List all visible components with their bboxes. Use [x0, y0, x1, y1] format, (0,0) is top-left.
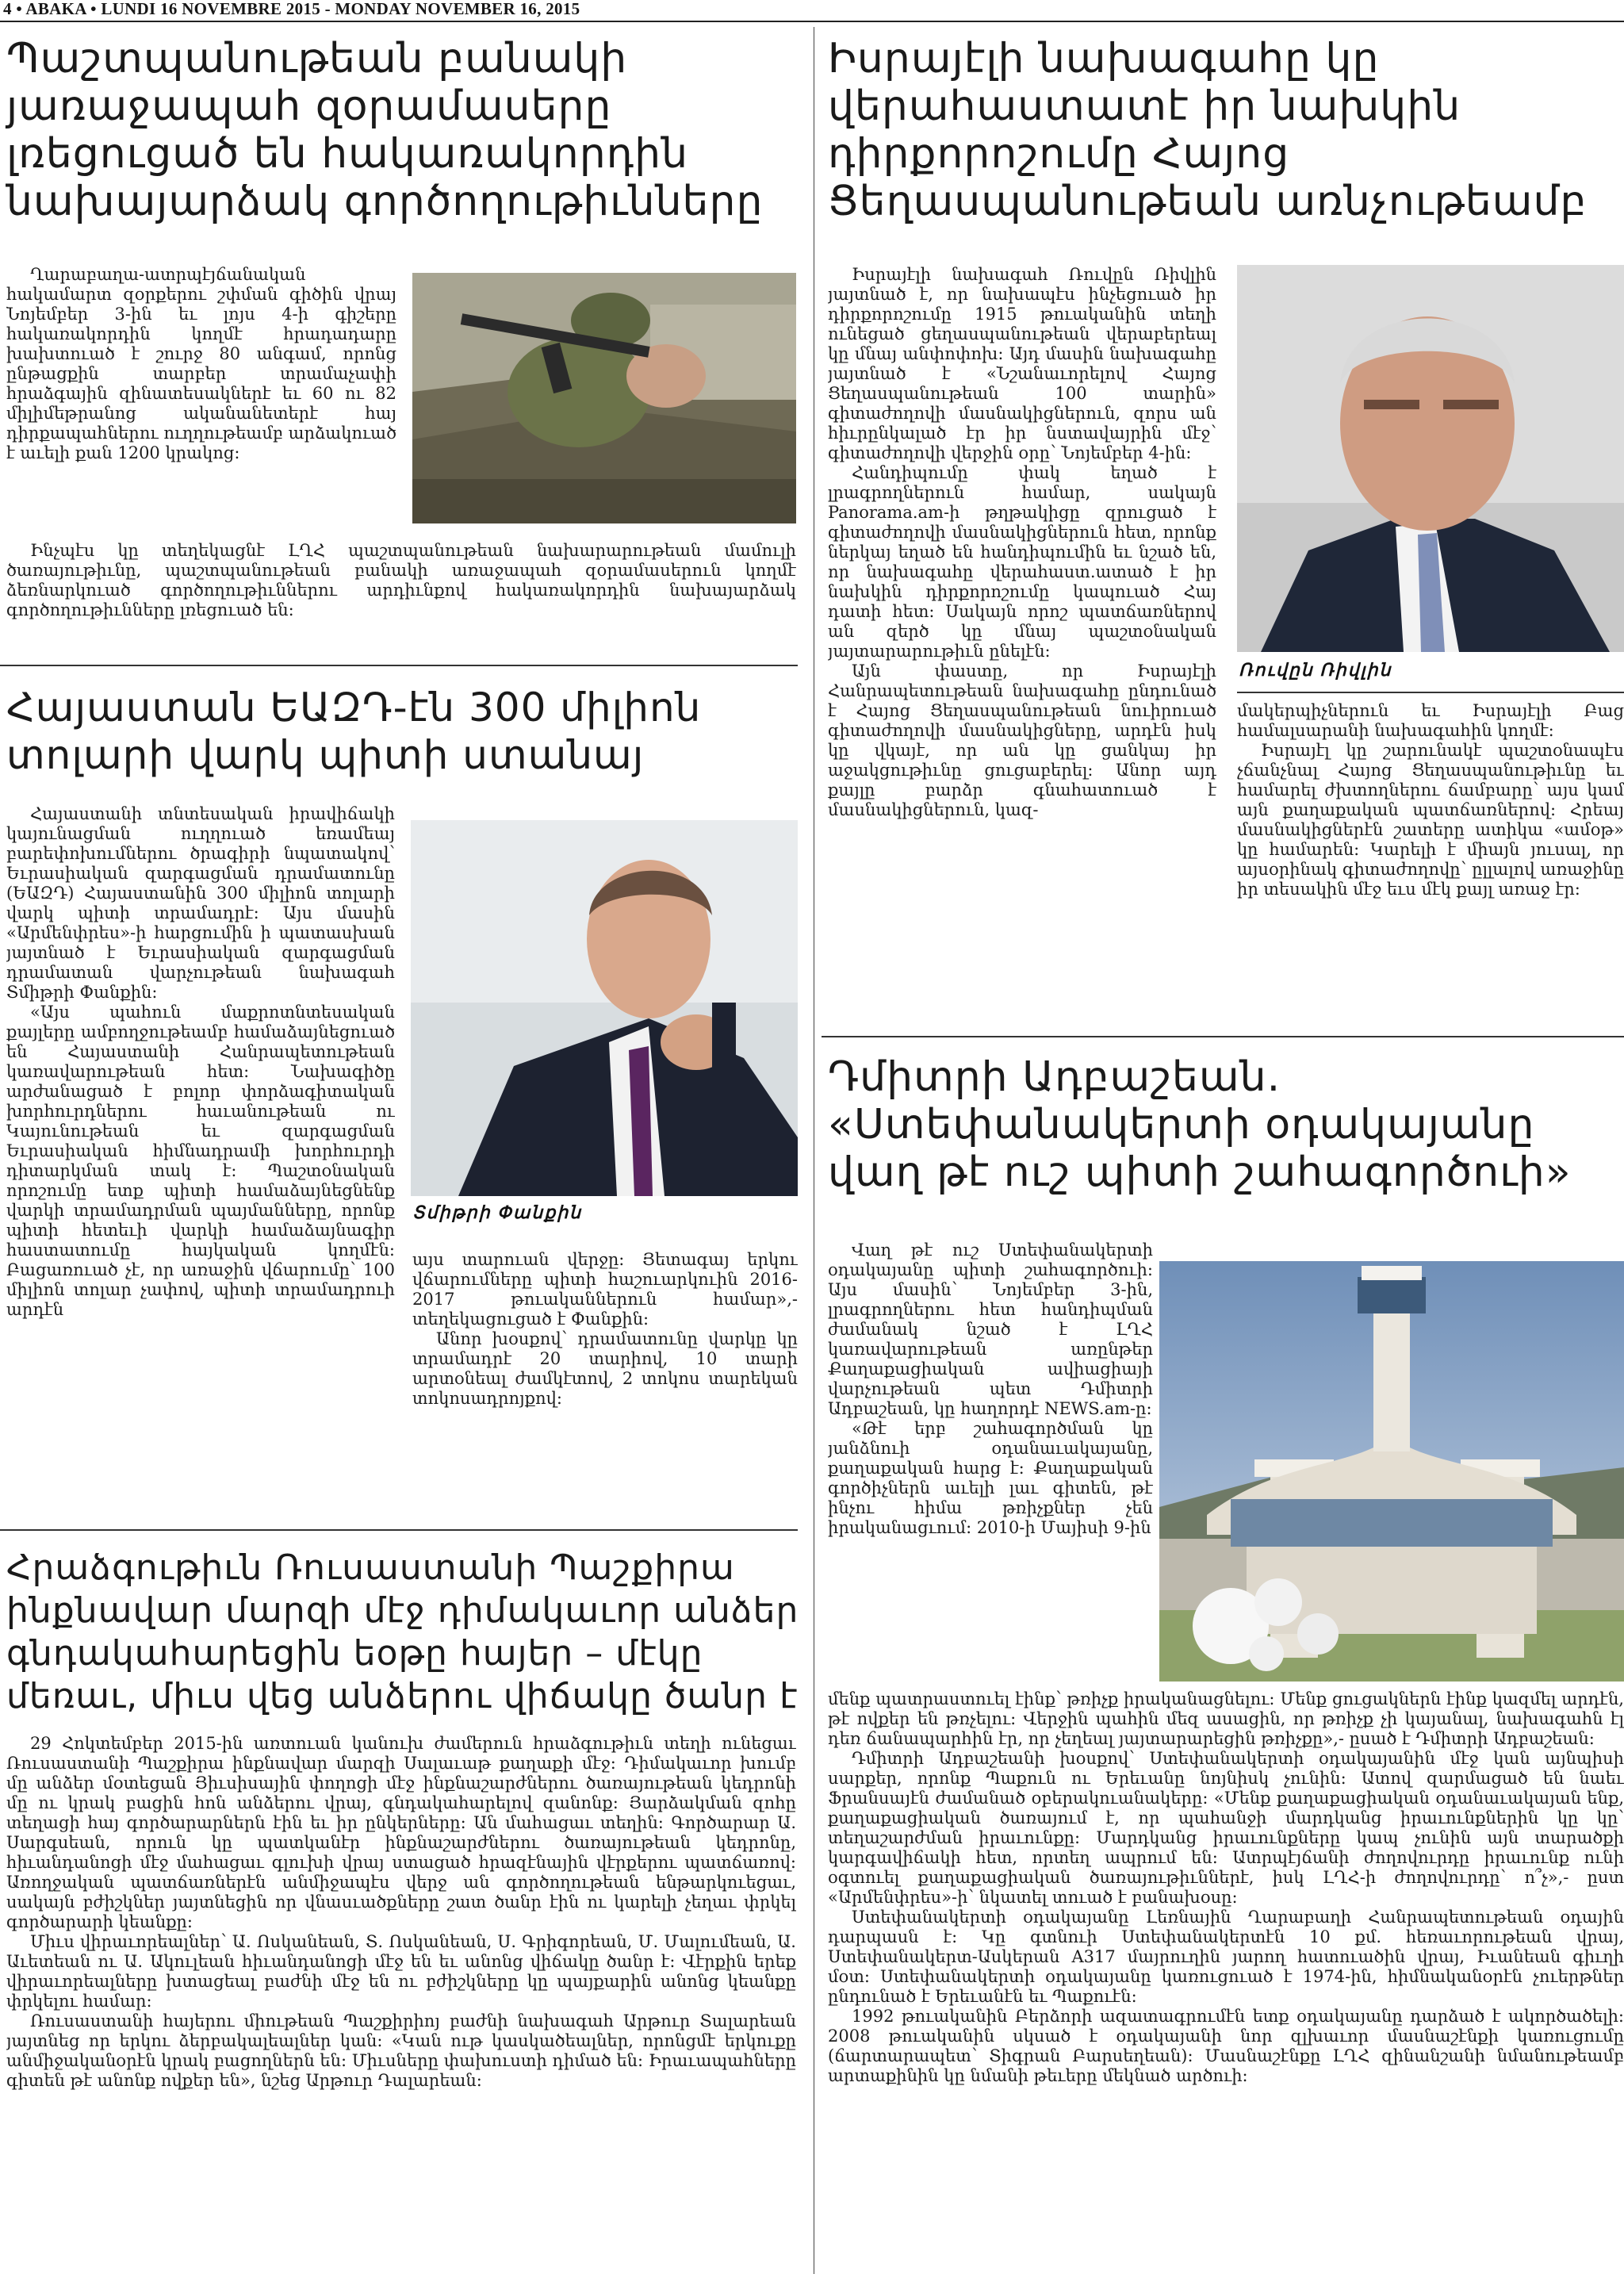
airport-photo — [1159, 1261, 1624, 1682]
russia-headline-line: Հրաձգութիւն Ռուսաստանի Պաշքիրա — [6, 1547, 735, 1588]
section-divider — [822, 1036, 1624, 1037]
israel-column-1 — [828, 265, 1216, 1028]
airport-column-1 — [828, 1241, 1153, 1685]
section-divider — [0, 665, 798, 666]
loan-column-2 — [412, 1250, 798, 1518]
loan-headline-line: Հայաստան ԵԱԶԴ-էն 300 միլիոն — [6, 685, 702, 731]
army-headline-line: լռեցուցած են հակառակորդին — [6, 130, 689, 178]
russia-body — [6, 1734, 796, 2269]
russia-paragraph: 29 Հոկտեմբեր 2015-ին առտուան կանուխ ժամերուն հրաձգութիւն տեղի ունեցաւ Ռուսաստանի Պաշքիրա ինքնավար մարզի Սալաւաթ քաղաքի մէջ: Դիմակաւոր խումբ մը անձեր մօտեցան Յիւսիսային փողոցի մէջ ինքնաշարժներու ծառայութեան կեդրոնի մը ու կրակ բացին հոն անձերու վրայ, գնդակահարելով զանոնք: Յարձակման զոհը տեղացի հայ գործարարներն էին եւ իր ընկերները: Ան մահացաւ տեղին: Գործարար Ա. Սարգսեան, որուն կը պատկանէր ինքնաշարժներու ծառայութեան կեդրոնը, հիւանդանոցի մէջ մահացաւ գլուխի վրայ ստացած հրազէնային վէրքերու պատճառով: Առողջական պատճառներէն անմիջապէս վերջ ան գործողութեան ենթարկուեցաւ, սակայն բժիշկներ յայտնեցին որ վնասւածքները շատ ծանր էին ու կարելի չեղաւ փրկել գործարարի կեանքը: — [6, 1734, 796, 1931]
caption-rule — [1237, 692, 1624, 693]
soldier-photo — [412, 273, 796, 523]
army-paragraph: Ինչպէս կը տեղեկացնէ ԼՂՀ պաշտպանութեան նախարարութեան մամուլի ծառայութիւնը, պաշտպանութեան բանակի առաջապահ զօրամասերուն կողմէ ձեռնարկուած գործողութիւններու արդիւնքով հակառակորդին նախայարձակ գործողութիւնները լռեցուած են: — [6, 541, 796, 619]
army-headline-line: նախայարձակ գործողութիւնները — [6, 178, 764, 225]
loan-paragraph: «Այս պահուն մաքրոտնտեսական քայլերը ամբողջութեամբ համաձայնեցուած են Հայաստանի Հանրապետութեան կառավարութեան հետ: Նախագիծը արժանացած է բոլոր փորձագիտական խորհուրդներու հաւանութեան ու Կայունութեան եւ զարգացման Եւրասիական հիմնադրամի խորհուրդի դիտարկման տակ է: Պաշտօնական որոշումը ետք պիտի համաձայնեցնենք վարկի տրամադրման պայմանները, որոնք պիտի հետեւի վարկի համաձայնագիր հաստատումը հայկական կողմէն: Բացառուած չէ, որ առաջին վճարումը՝ 100 միլիոն տոլար չափով, պիտի տրամադրուի արդէն — [6, 1003, 395, 1319]
running-head: 4 • ABAKA • LUNDI 16 NOVEMBRE 2015 - MONDAY NOVEMBER 16, 2015 — [3, 0, 580, 17]
israel-headline — [828, 35, 1621, 225]
israel-headline-line: Ցեղասպանութեան առնչութեամբ — [828, 178, 1588, 225]
israel-paragraph: Հանդիպումը փակ եղած է լրագրողներուն համար, սակայն Panorama.am-ի թղթակիցը զրուցած է գիտաժողովի մասնակիցներուն հետ, որոնք ներկայ եղած են հանդիպումին եւ նշած են, որ նախագահը վերահաստ.ատած է իր նախկին դիրքորոշումը կապուած Հայ դատի հետ: Սակայն որոշ պատճառներով ան զերծ կը մնայ պաշտօնական յայտարարութիւն ընելէն: — [828, 463, 1216, 661]
russia-paragraph: Ռուսաստանի հայերու միութեան Պաշքիրիոյ բաժնի նախագահ Արթուր Տալարեան յայտնեց որ երկու ձերբակալեալներ կան: «Կան ութ կասկածեալներ, որոնցմէ երկուքը անմիջականօրէն կրակ բացողներն են: Միւսները փախուստի դիմած են: Իրաւապահները գիտեն թէ անոնք ովքեր են», նշեց Արթուր Դալարեան: — [6, 2011, 796, 2090]
army-column-full — [6, 541, 796, 644]
airport-headline — [828, 1053, 1621, 1196]
pankin-photo — [411, 820, 798, 1196]
russia-headline — [6, 1547, 799, 1718]
loan-paragraph: Հայաստանի տնտեսական իրավիճակի կայունացման ուղղուած եռամեայ բարեփոխումներու ծրագիրի նպատակով՝ Եւրասիական զարգացման դրամատունը (ԵԱԶԴ) Հայաստանին 300 միլիոն տոլարի վարկ պիտի տրամադրէ: Այս մասին «Արմենփրես»-ի հարցումին ի պատասխան յայտնած է Եւրասիական զարգացման դրամատան վարչութեան նախագահ Տմիթրի Փանքին: — [6, 804, 395, 1002]
army-headline-line: Պաշտպանութեան բանակի — [6, 35, 628, 82]
rivlin-photo — [1237, 265, 1624, 652]
loan-paragraph: Անոր խօսքով՝ դրամատունը վարկը կը տրամադրէ 20 տարիով, 10 տարի արտօնեալ ժամկէտով, 2 տոկոս տարեկան տոկոսադրոյքով: — [412, 1329, 798, 1408]
israel-paragraph: Այն փաստը, որ Իսրայէլի Հանրապետութեան նախագահը ընդունած է Հայոց Ցեղասպանութեան նուիրուած գիտաժողովի մասնակիցները, արդէն իսկ կը վկայէ, որ ան կը ցանկայ իր աջակցութիւնը ցուցաբերել: Անոր այդ քայլը բարձր գնահատուած է մասնակիցներուն, կազ- — [828, 661, 1216, 819]
israel-headline-line: Իսրայէլի նախագահը կը — [828, 35, 1380, 82]
airport-paragraph: 1992 թուականին Բերձորի ազատագրումէն ետք օդակայանը դարձած է ակործածելի: 2008 թուականին սկսած է օդակայանի նոր զլխաւոր մասնաշէնքի կառուցումը (ճարտարապետ՝ Տիգրան Բարսեղեան): Մասնաշէնքը ԼՂՀ զինանշանի նմանութեամբ արտաքինին կը նմանի թեւերը մեկնած արծուի: — [828, 2007, 1624, 2085]
russia-headline-line: մեռաւ, միւս վեց անձերու վիճակը ծանր է — [6, 1676, 799, 1716]
israel-paragraph: մակերպիչներուն եւ Իսրայէլի Բաց համալսարանի նախագահին կողմէ: — [1237, 701, 1624, 740]
russia-paragraph: Միւս վիրաւորեալներ՝ Ա. Ոսկանեան, Տ. Ոսկանեան, Ս. Գրիգորեան, Մ. Մալումեան, Ա. Աւետեան ու Ա. Ակուլեան հիւանդանոցի մէջ են եւ անոնց վիճակը ծանր է: Վէրքին երեք վիրաւորեալները խտացեալ բաժնի մէջ են ու բժիշկները կը պայքարին անոնց կեանքը փրկելու համար: — [6, 1932, 796, 2011]
israel-paragraph: Իսրայէլի նախագահ Ռուվըն Ռիվլին յայտնած է, որ նախապէս ինչեցուած իր դիրքորոշումը 1915 թուականին տեղի ունեցած ցեղասպանութեան վերաբերեալ կը մնայ անփոփոխ: Այդ մասին նախագահը յայտնած է «Նշանաւորելով Հայոց Ցեղասպանութեան 100 տարին» գիտաժողովի մասնակիցներուն, զորս ան հիւրընկալած էր իր նստավայրին մէջ՝ գիտաժողովի վերջին օրը՝ Նոյեմբեր 4-ին: — [828, 265, 1216, 462]
airport-paragraph: մենք պատրաստուել էինք՝ թռիչք իրականացնելու: Մենք ցուցակներն էինք կազմել արդէն, թէ ովքեր են թռչելու: Վերջին պահին մեզ ասացին, որ թռիչք չի կայանալ, նախագահն էլ դեռ ճանապարհին էր, որ չեղեալ յայտարարեցին թռիչքը»,- ըսած է Դմիտրի Ադբաշեան: — [828, 1689, 1624, 1748]
loan-paragraph: այս տարուան վերջը: Յետագայ երկու վճարումները պիտի հաշուարկուին 2016-2017 թուականներուն համար»,- տեղեկացուցած է Փանքին: — [412, 1250, 798, 1329]
russia-headline-line: գնդակահարեցին եօթը հայեր – մէկը — [6, 1633, 703, 1674]
israel-paragraph: Իսրայէլ կը շարունակէ պաշտօնապէս չճանչնալ Հայոց Ցեղասպանութիւնը եւ համարել ժխտողներու ճամբարը՝ այս կամ այն քաղաքական պատճառներով: Հրեայ մասնակիցներէն շատերը ատիկա «ամօթ» կը համարեն: Կարելի է միայն յուսալ, որ այսօրինակ գիտաժողովը՝ ըլլալով առաջինը իր տեսակին մէջ եւս մէկ քայլ առաջ էր: — [1237, 741, 1624, 899]
airport-paragraph: «Թէ երբ շահագործման կը յանձնուի օդանաւակայանը, քաղաքական հարց է: Քաղաքական գործիչներն աւելի լաւ գիտեն, թէ ինչու հիմա թռիչքներ չեն իրականացւում: 2010-ի Մայիսի 9-ին — [828, 1419, 1153, 1537]
army-headline — [6, 35, 799, 225]
israel-headline-line: վերահաստատէ իր նախկին — [828, 82, 1461, 130]
russia-headline-line: ինքնավար մարզի մէջ դիմակաւոր անձեր — [6, 1590, 799, 1631]
rivlin-caption: Ռուվըն Ռիվլին — [1239, 660, 1392, 680]
loan-headline — [6, 684, 799, 779]
airport-paragraph: Դմիտրի Ադբաշեանի խօսքով՝ Ստեփանակերտի օդակայանին մէջ կան այնպիսի սարքեր, որոնք Պաքուն ու Երեւանը նոյնիսկ չունին: Ատով զարմացած են նաեւ Ֆրանսայէն ժամանած օբերակուանակերը: «Մենք քաղաքացիական օդանաւակայան ենք, քաղաքացիական ծառայում է, որ պահանջի մարդկանց իրաւունքներին կը կը՝ տեղաշարժման իրաւունքը: Մարդկանց իրաւունքները կապ չունին այն տարածքի կարգավիճակի հետ, որտեղ ապրում են: Ատրպէյճանի ժողովուրդը իրաւունք ունի օգտուել քաղաքացիական ծառայութիւններէ, իսկ ԼՂՀ-ի ժողովուրդը՝ ո՞չ»,- ըստ «Արմենփրես»-ի՝ նկատել տուած է բանախօսը: — [828, 1749, 1624, 1907]
airport-paragraph: Վաղ թէ ուշ Ստեփանակերտի օդակայանը պիտի շահագործուի: Այս մասին՝ Նոյեմբեր 3-ին, լրագրողներու հետ հանդիպման ժամանակ նշած է ԼՂՀ կառավարութեան առընթեր Քաղաքացիական ավիացիայի վարչութեան պետ Դմիտրի Ադբաշեան, կը հաղորդէ NEWS.am-ը: — [828, 1241, 1153, 1418]
pankin-caption: Տմիթրի Փանքին — [412, 1202, 583, 1222]
army-column — [6, 265, 396, 535]
airport-headline-line: վաղ թէ ուշ պիտի շահագործուի» — [828, 1149, 1572, 1196]
loan-headline-line: տոլարի վարկ պիտի ստանայ — [6, 732, 645, 778]
airport-headline-line: «Ստեփանակերտի օդակայանը — [828, 1101, 1535, 1149]
army-paragraph: Ղարաբաղա-ատրպէյճանական հակամարտ զօրքերու շփման գիծին վրայ Նոյեմբեր 3-ին եւ լոյս 4-ի գիշերը հակառակորդին կողմէ հրադադարը խախտուած է շուրջ 80 անգամ, որոնց ընթացքին տարբեր տրամաչափի հրաձգային զինատեսակներէ եւ 60 ու 82 միլիմեթրանոց ականանետերէ հայ դիրքապահներու ուղղութեամբ արձակուած է աւելի քան 1200 կրակոց: — [6, 265, 396, 462]
loan-column-1 — [6, 804, 395, 1518]
top-rule — [0, 21, 1624, 22]
army-headline-line: յառաջապահ զօրամասերը — [6, 82, 612, 130]
airport-column-full — [828, 1689, 1624, 2269]
israel-headline-line: դիրքորոշումը Հայոց — [828, 130, 1290, 178]
airport-paragraph: Ստեփանակերտի օդակայանը Լեռնային Ղարաբաղի Հանրապետութեան օդային դարպասն է: Կը գտնուի Ստեփանակերտէն 10 քմ. հեռաւորութեան վրայ, Ստեփանակերտ-Ասկերան A317 մայրուղին յարող հատուածին վրայ, Իւանեան գիւղի մօտ: Ստեփանակերտի օդակայանը կառուցուած է 1974-ին, հիմնականօրէն չուերթներ ընդունած է Երեւանէն եւ Պաքուէն: — [828, 1908, 1624, 2006]
section-divider — [0, 1529, 798, 1531]
israel-column-2 — [1237, 701, 1624, 1028]
airport-headline-line: Դմիտրի Ադբաշեան. — [828, 1053, 1281, 1101]
